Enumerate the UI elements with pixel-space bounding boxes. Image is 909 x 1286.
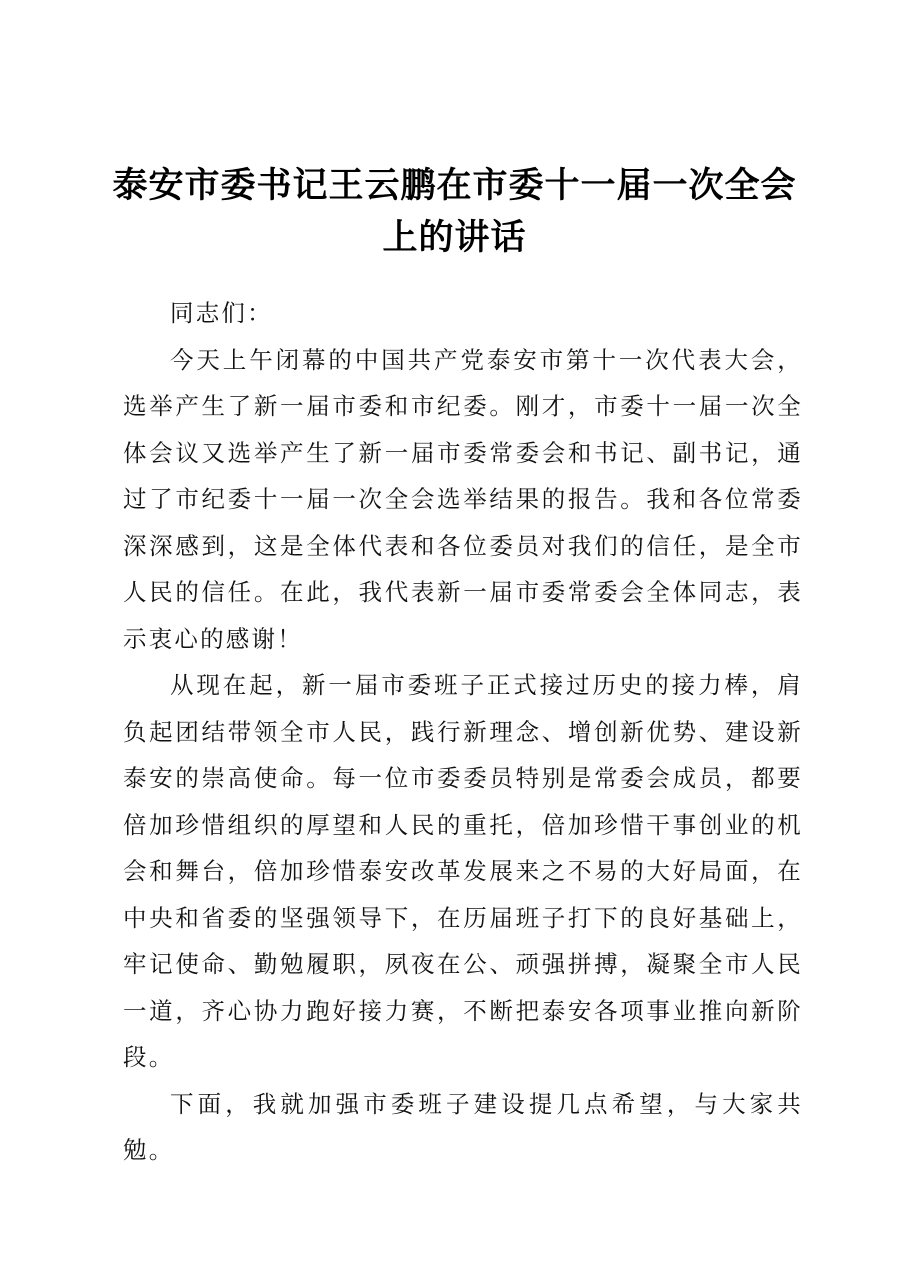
document-title: 泰安市委书记王云鹏在市委十一届一次全会上的讲话 — [112, 165, 797, 258]
salutation: 同志们： — [170, 299, 273, 327]
paragraph-2: 从现在起，新一届市委班子正式接过历史的接力棒，肩负起团结带领全市人民，践行新理念、增创新优势、建设新泰安的崇高使命。每一位市委委员特别是常委会成员，都要倍加珍惜组织的厚望和人民的重托，倍加珍惜干事创业的机会和舞台，倍加珍惜泰安改革发展来之不易的大好局面，在中央和省委的坚强领导下，在历届班子打下的良好基础上，牢记使命、勤勉履职，夙夜在公、顽强拼搏，凝聚全市人民一道，齐心协力跑好接力赛，不断把泰安各项事业推向新阶段。 — [123, 671, 803, 1071]
paragraph-3: 下面，我就加强市委班子建设提几点希望，与大家共勉。 — [123, 1089, 803, 1164]
paragraph-1: 今天上午闭幕的中国共产党泰安市第十一次代表大会，选举产生了新一届市委和市纪委。刚才，市委十一届一次全体会议又选举产生了新一届市委常委会和书记、副书记，通过了市纪委十一届一次全会选举结果的报告。我和各位常委深深感到，这是全体代表和各位委员对我们的信任，是全市人民的信任。在此，我代表新一届市委常委会全体同志，表示衷心的感谢！ — [123, 345, 803, 653]
document-body — [123, 290, 803, 1174]
